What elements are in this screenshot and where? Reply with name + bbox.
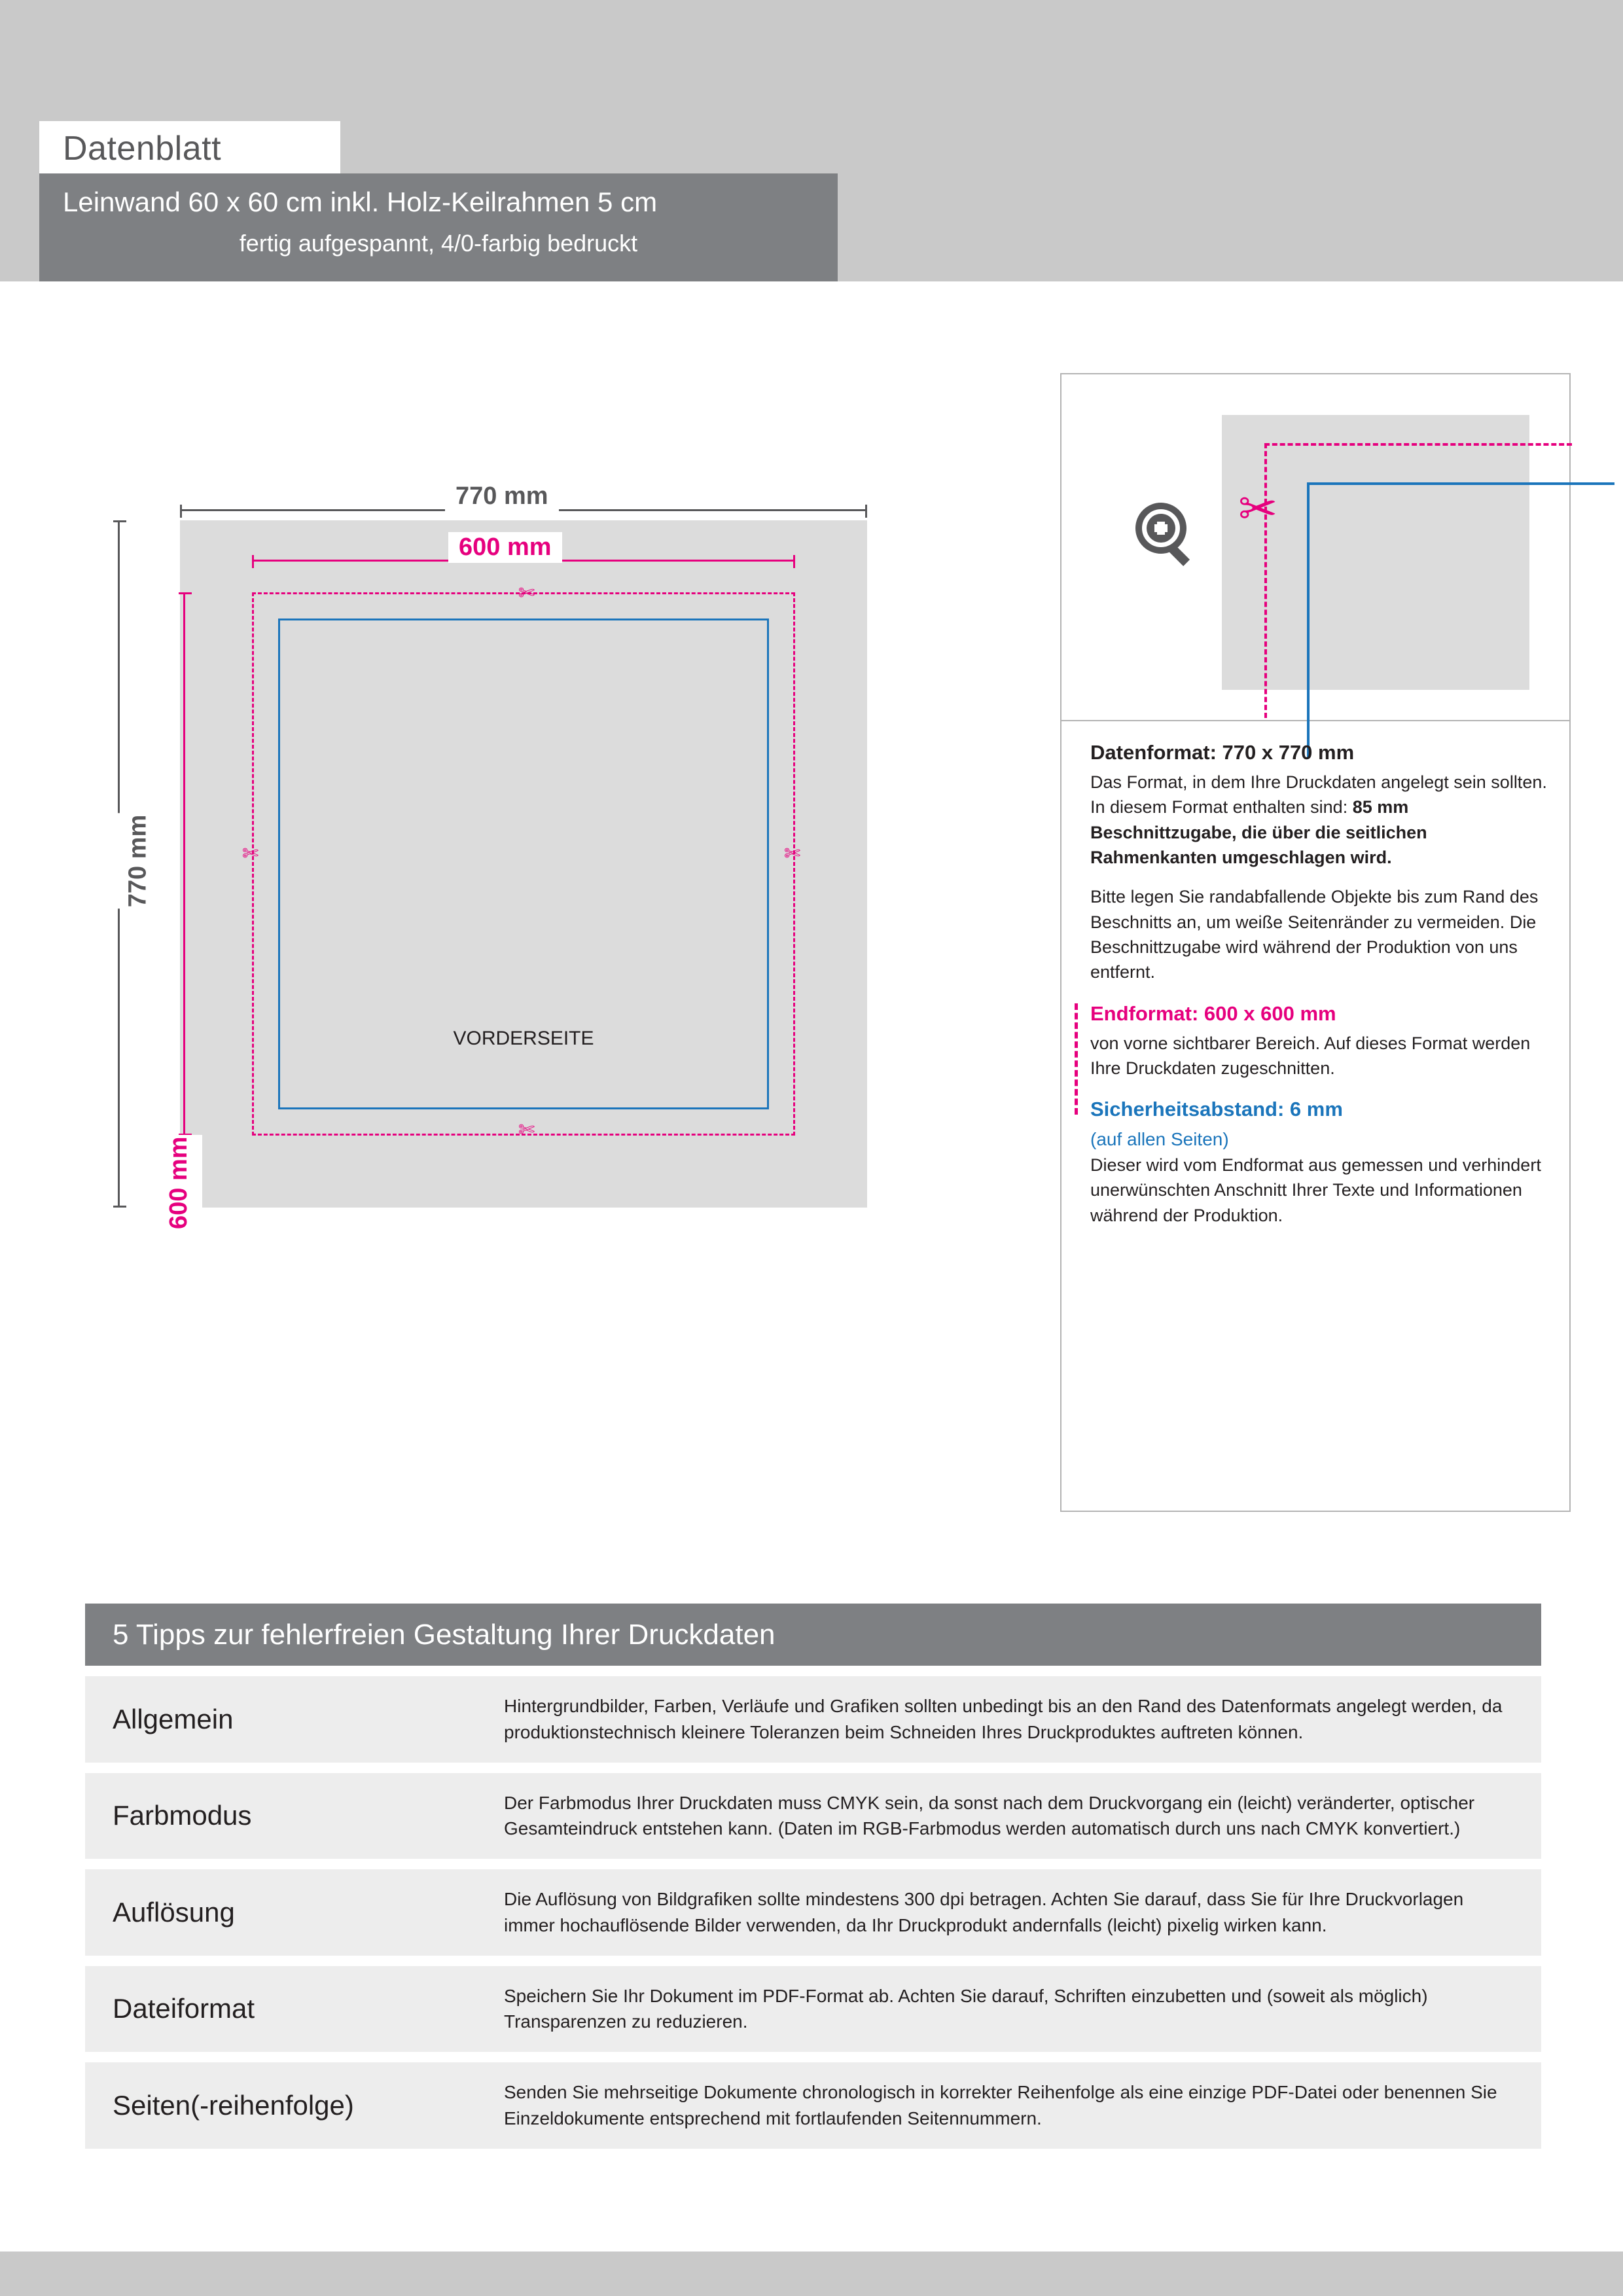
endformat-heading: Endformat: 600 x 600 mm (1090, 1001, 1336, 1025)
fold-marker-icon: ✄ (518, 583, 535, 604)
dimension-line-left-inner (183, 592, 185, 1136)
datenformat-text-bold: 85 mm Beschnittzugabe, die über die seitlichen Rahmenkanten umgeschlagen wird. (1090, 797, 1427, 867)
tip-name: Dateiformat (113, 1993, 255, 2024)
endformat-text: von vorne sichtbarer Bereich. Auf dieses Format werden Ihre Druckdaten zugeschnitten. (1090, 1033, 1531, 1078)
magnifier-icon (1127, 495, 1205, 574)
table-row (85, 1676, 1541, 1763)
datenformat-text-part1: Das Format, in dem Ihre Druckdaten angelegt sein sollten. In diesem Format enthalten sind: (1090, 772, 1547, 817)
datasheet-title-tab (39, 121, 340, 173)
detail-safety-line (1307, 482, 1614, 757)
dimension-label-width-outer: 770 mm (445, 481, 559, 512)
front-side-label: VORDERSEITE (453, 1028, 594, 1049)
fold-marker-icon: ✄ (242, 843, 259, 865)
sicherheitsabstand-subheading: (auf allen Seiten) (1090, 1129, 1229, 1150)
tip-name: Farbmodus (113, 1800, 252, 1831)
footer-band (0, 2251, 1623, 2296)
tip-description: Speichern Sie Ihr Dokument im PDF-Format ab. Achten Sie darauf, Schriften einzubetten und (soweit als möglich) Transparenzen zu reduzieren. (504, 1985, 1428, 2032)
datenformat-text (1090, 770, 1550, 870)
table-row (85, 1773, 1541, 1859)
tip-description: Senden Sie mehrseitige Dokumente chronologisch in korrekter Reihenfolge als eine einzige PDF-Datei oder benennen Sie Einzeldokumente entsprechend mit fortlaufenden Seitennummern. (504, 2082, 1497, 2128)
table-row (85, 2062, 1541, 2149)
tip-name: Seiten(-reihenfolge) (113, 2089, 354, 2121)
tip-name: Allgemein (113, 1703, 234, 1734)
tip-description: Die Auflösung von Bildgrafiken sollte mindestens 300 dpi betragen. Achten Sie darauf, dass Sie für Ihre Druckvorlagen immer hochauflösende Bilder verwenden, da Ihr Druckprodukt andernfalls (leicht) pixelig wirken kann. (504, 1889, 1464, 1935)
table-row (85, 1966, 1541, 2053)
fold-marker-icon: ✄ (518, 1119, 535, 1141)
sicherheitsabstand-heading: Sicherheitsabstand: 6 mm (1090, 1098, 1343, 1121)
info-panel (1060, 373, 1571, 1512)
sicherheitsabstand-text: Dieser wird vom Endformat aus gemessen und verhindert unerwünschten Anschnitt Ihrer Texte und Informationen während der Produktion. (1090, 1155, 1541, 1225)
datenformat-text-2: Bitte legen Sie randabfallende Objekte bis zum Rand des Beschnitts an, um weiße Seitenränder zu vermeiden. Die Beschnittzugabe wird während der Produktion von uns entfernt. (1090, 887, 1539, 982)
detail-figure (1061, 374, 1569, 721)
fold-marker-icon: ✄ (784, 843, 801, 865)
scissors-icon: ✂ (1238, 483, 1278, 535)
dimension-label-height-outer: 770 mm (115, 814, 161, 909)
tip-name: Auflösung (113, 1896, 235, 1928)
format-diagram (79, 425, 929, 1244)
tip-description: Der Farbmodus Ihrer Druckdaten muss CMYK sein, da sonst nach dem Druckvorgang ein (leicht) veränderter, optischer Gesamteindruck entstehen kann. (Daten im RGB-Farbmodus werden automatisch durch uns nach CMYK konvertiert.) (504, 1792, 1475, 1839)
tips-title: 5 Tipps zur fehlerfreien Gestaltung Ihrer Druckdaten (85, 1604, 1541, 1666)
product-subtitle: fertig aufgespannt, 4/0-farbig bedruckt (239, 230, 638, 257)
endformat-block (1090, 999, 1550, 1081)
table-row (85, 1869, 1541, 1956)
datenformat-heading: Datenformat: 770 x 770 mm (1090, 741, 1355, 764)
product-title: Leinwand 60 x 60 cm inkl. Holz-Keilrahmen 5 cm (63, 187, 658, 217)
page-title: Datenblatt (63, 130, 222, 168)
info-text-block (1061, 721, 1569, 1255)
tip-description: Hintergrundbilder, Farben, Verläufe und Grafiken sollten unbedingt bis an den Rand des Datenformats angelegt werden, da produktionstechnisch kleinere Toleranzen beim Schneiden Ihres Druckproduktes auftreten können. (504, 1696, 1503, 1742)
product-title-band (39, 173, 838, 281)
tips-section (85, 1604, 1541, 2149)
dimension-label-height-inner: 600 mm (156, 1135, 202, 1230)
dimension-label-width-inner: 600 mm (448, 532, 562, 563)
